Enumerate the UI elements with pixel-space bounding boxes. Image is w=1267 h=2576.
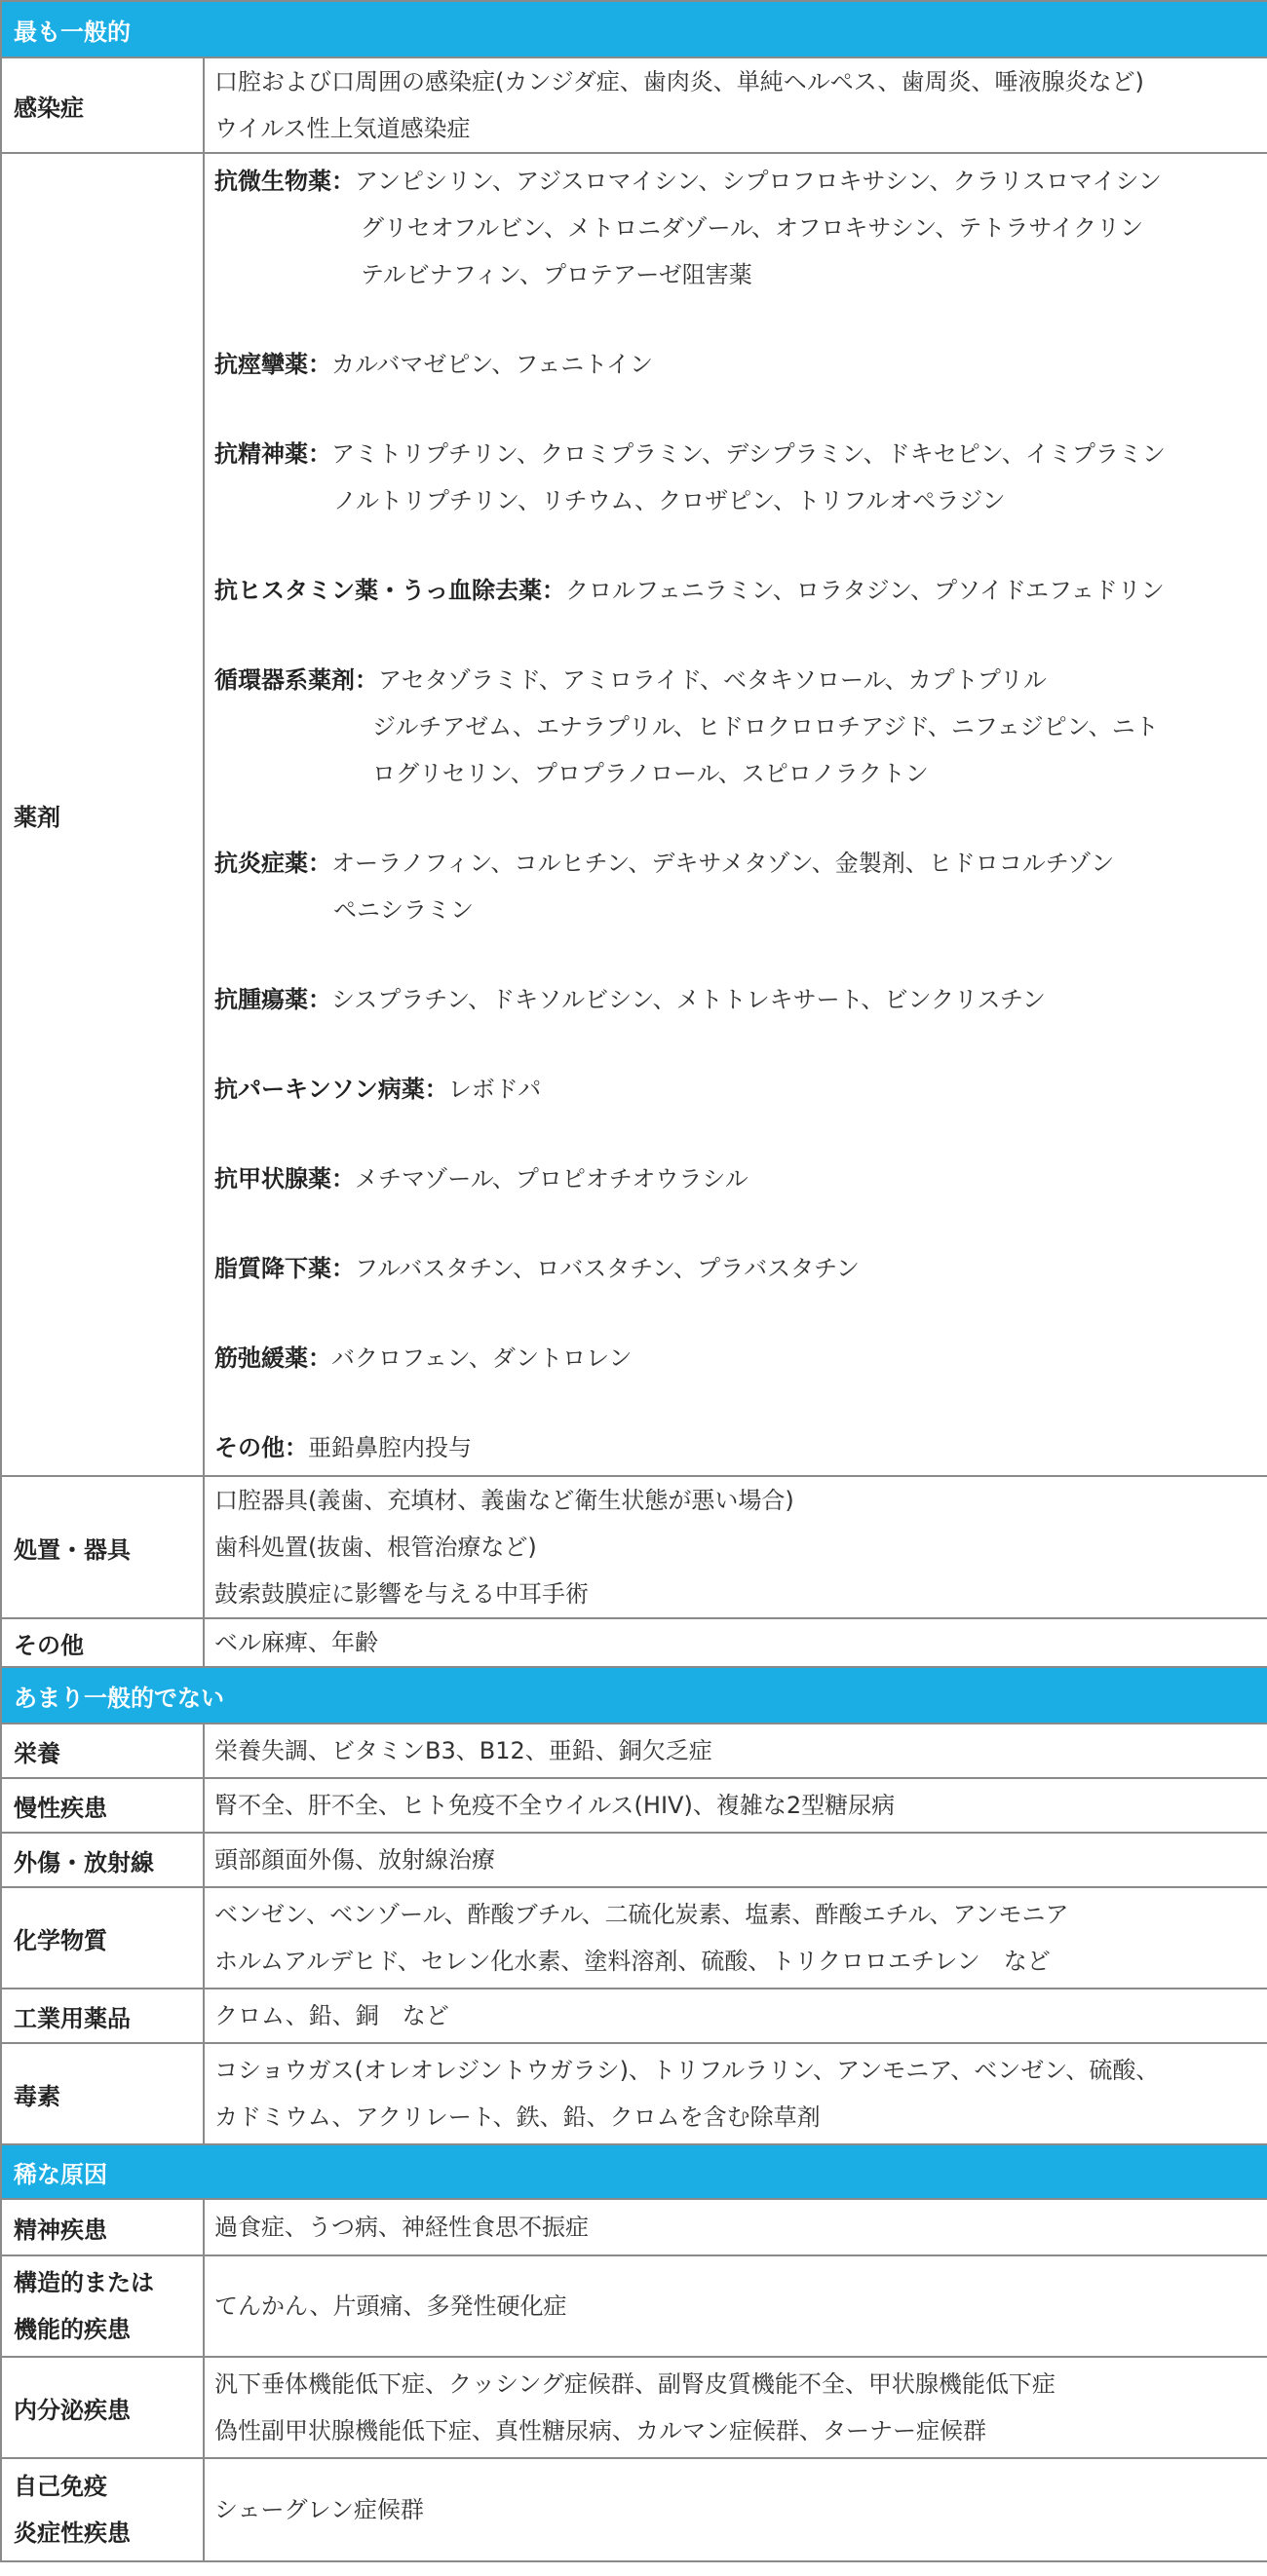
text-line: 鼓索鼓膜症に影響を与える中耳手術 <box>214 1580 589 1608</box>
text-line: 過食症、うつ病、神経性食思不振症 <box>214 2214 589 2241</box>
drug-category: 抗甲状腺薬： <box>214 1165 355 1193</box>
table-row-psychiatric <box>1 2199 1267 2255</box>
row-label-trauma: 外傷・放射線 <box>1 1833 204 1887</box>
drug-category: 筋弛緩薬： <box>214 1345 331 1372</box>
drug-category: その他： <box>214 1434 308 1461</box>
drug-list: グリセオフルビン、メトロニダゾール、オフロキサシン、テトラサイクリン <box>361 214 1144 242</box>
label-line: 炎症性疾患 <box>14 2519 131 2547</box>
table-row-chemicals <box>1 1887 1267 1989</box>
text-line: 口腔器具(義歯、充填材、義歯など衛生状態が悪い場合) <box>214 1487 794 1514</box>
section-title: 稀な原因 <box>1 2144 1267 2199</box>
section-header-common <box>1 1 1267 57</box>
drug-category: 脂質降下薬： <box>214 1255 355 1282</box>
text-line: 口腔および口周囲の感染症(カンジダ症、歯肉炎、単純ヘルペス、歯周炎、唾液腺炎など) <box>214 68 1144 95</box>
table-row-endocrine <box>1 2357 1267 2458</box>
row-content-autoimmune <box>204 2458 1267 2561</box>
row-content-chemicals <box>204 1887 1267 1989</box>
section-header-rare <box>1 2144 1267 2199</box>
text-line: ベル麻痺、年齢 <box>214 1629 378 1656</box>
drug-group-antithyroid <box>214 1155 1257 1202</box>
row-label-other: その他 <box>1 1618 204 1667</box>
row-label-drugs: 薬剤 <box>1 153 204 1476</box>
text-line: 歯科処置(抜歯、根管治療など) <box>214 1534 537 1561</box>
section-title: あまり一般的でない <box>1 1667 1267 1724</box>
text-line: ホルムアルデヒド、セレン化水素、塗料溶剤、硫酸、トリクロロエチレン など <box>214 1948 1051 1975</box>
table-row-toxins <box>1 2043 1267 2144</box>
text-line: カドミウム、アクリレート、鉄、鉛、クロムを含む除草剤 <box>214 2103 821 2131</box>
row-label-psychiatric: 精神疾患 <box>1 2199 204 2255</box>
label-line: 構造的または <box>14 2269 154 2296</box>
row-content-procedures <box>204 1476 1267 1618</box>
table-row-trauma <box>1 1833 1267 1887</box>
text-line: シェーグレン症候群 <box>214 2496 424 2523</box>
table-row-other <box>1 1618 1267 1667</box>
row-label-industrial: 工業用薬品 <box>1 1989 204 2043</box>
drug-category: 循環器系薬剤： <box>214 666 378 694</box>
drug-group-psychotropic <box>214 431 1257 524</box>
row-content-endocrine <box>204 2357 1267 2458</box>
row-label-structural <box>1 2255 204 2357</box>
row-content-industrial <box>204 1989 1267 2043</box>
drug-group-antiparkinson <box>214 1066 1257 1113</box>
row-content-nutrition <box>204 1724 1267 1778</box>
drug-list: アンピシリン、アジスロマイシン、シプロフロキサシン、クラリスロマイシン <box>355 168 1162 195</box>
drug-category: 抗パーキンソン病薬： <box>214 1076 448 1103</box>
text-line: てんかん、片頭痛、多発性硬化症 <box>214 2292 567 2320</box>
table-row-nutrition <box>1 1724 1267 1778</box>
drug-list: ペニシラミン <box>333 896 474 924</box>
drug-group-cardiovascular <box>214 657 1257 797</box>
drug-list: オーラノフィン、コルヒチン、デキサメタゾン、金製剤、ヒドロコルチゾン <box>331 850 1115 877</box>
row-content-infection <box>204 57 1267 153</box>
text-line: ベンゼン、ベンゾール、酢酸ブチル、二硫化炭素、塩素、酢酸エチル、アンモニア <box>214 1901 1069 1928</box>
drug-category: 抗微生物薬： <box>214 168 355 195</box>
table-row-drugs <box>1 153 1267 1476</box>
drug-list: シスプラチン、ドキソルビシン、メトトレキサート、ビンクリスチン <box>331 986 1046 1013</box>
drug-group-muscle-relaxant <box>214 1335 1257 1382</box>
drug-category: 抗精神薬： <box>214 440 331 468</box>
table-row-industrial <box>1 1989 1267 2043</box>
drug-group-antimicrobial <box>214 158 1257 298</box>
table-row-procedures <box>1 1476 1267 1618</box>
row-label-infection: 感染症 <box>1 57 204 153</box>
drug-list: ジルチアゼム、エナラプリル、ヒドロクロロチアジド、ニフェジピン、ニト <box>372 713 1159 740</box>
drug-group-other <box>214 1424 1257 1471</box>
row-content-drugs <box>204 153 1267 1476</box>
drug-group-anticonvulsant <box>214 341 1257 388</box>
row-content-other <box>204 1618 1267 1667</box>
drug-list: レボドパ <box>447 1076 542 1103</box>
text-line: クロム、鉛、銅 など <box>214 2002 449 2029</box>
text-line: 腎不全、肝不全、ヒト免疫不全ウイルス(HIV)、複雑な2型糖尿病 <box>214 1792 896 1819</box>
row-label-chemicals: 化学物質 <box>1 1887 204 1989</box>
row-label-procedures: 処置・器具 <box>1 1476 204 1618</box>
table-row-chronic <box>1 1778 1267 1833</box>
table-row-structural <box>1 2255 1267 2357</box>
table-row-autoimmune <box>1 2458 1267 2561</box>
row-label-endocrine: 内分泌疾患 <box>1 2357 204 2458</box>
drug-list: 亜鉛鼻腔内投与 <box>308 1434 472 1461</box>
row-label-toxins: 毒素 <box>1 2043 204 2144</box>
drug-list: バクロフェン、ダントロレン <box>331 1345 633 1372</box>
drug-list: フルバスタチン、ロバスタチン、プラバスタチン <box>355 1255 860 1282</box>
row-label-chronic: 慢性疾患 <box>1 1778 204 1833</box>
drug-list: カルバマゼピン、フェニトイン <box>331 351 653 378</box>
text-line: 汎下垂体機能低下症、クッシング症候群、副腎皮質機能不全、甲状腺機能低下症 <box>214 2370 1056 2398</box>
row-content-psychiatric <box>204 2199 1267 2255</box>
drug-group-anti-inflammatory <box>214 840 1257 933</box>
row-content-chronic <box>204 1778 1267 1833</box>
drug-group-antihistamine <box>214 567 1257 614</box>
drug-group-lipid-lowering <box>214 1245 1257 1292</box>
row-label-autoimmune <box>1 2458 204 2561</box>
row-content-toxins <box>204 2043 1267 2144</box>
drug-category: 抗痙攣薬： <box>214 351 331 378</box>
text-line: 栄養失調、ビタミンB3、B12、亜鉛、銅欠乏症 <box>214 1737 712 1764</box>
drug-list: アセタゾラミド、アミロライド、ベタキソロール、カプトプリル <box>378 666 1047 694</box>
drug-list: アミトリプチリン、クロミプラミン、デシプラミン、ドキセピン、イミプラミン <box>331 440 1166 468</box>
text-line: コショウガス(オレオレジントウガラシ)、トリフルラリン、アンモニア、ベンゼン、硫酸、 <box>214 2057 1160 2084</box>
drug-list: クロルフェニラミン、ロラタジン、プソイドエフェドリン <box>565 577 1165 604</box>
drug-category: 抗腫瘍薬： <box>214 986 331 1013</box>
drug-group-antineoplastic <box>214 976 1257 1023</box>
row-content-structural <box>204 2255 1267 2357</box>
drug-list: ログリセリン、プロプラノロール、スピロノラクトン <box>372 760 929 787</box>
text-line: ウイルス性上気道感染症 <box>214 115 471 142</box>
drug-list: メチマゾール、プロピオチオウラシル <box>355 1165 749 1193</box>
label-line: 機能的疾患 <box>14 2316 131 2343</box>
row-label-nutrition: 栄養 <box>1 1724 204 1778</box>
text-line: 偽性副甲状腺機能低下症、真性糖尿病、カルマン症候群、ターナー症候群 <box>214 2417 986 2444</box>
drug-category: 抗ヒスタミン薬・うっ血除去薬： <box>214 577 565 604</box>
drug-category: 抗炎症薬： <box>214 850 331 877</box>
section-header-less-common <box>1 1667 1267 1724</box>
label-line: 自己免疫 <box>14 2473 107 2500</box>
text-line: 頭部顔面外傷、放射線治療 <box>214 1846 495 1874</box>
section-title: 最も一般的 <box>1 1 1267 57</box>
drug-list: ノルトリプチリン、リチウム、クロザピン、トリフルオペラジン <box>333 487 1006 514</box>
drug-list: テルビナフィン、プロテアーゼ阻害薬 <box>361 261 752 288</box>
table-row-infection <box>1 57 1267 153</box>
row-content-trauma <box>204 1833 1267 1887</box>
